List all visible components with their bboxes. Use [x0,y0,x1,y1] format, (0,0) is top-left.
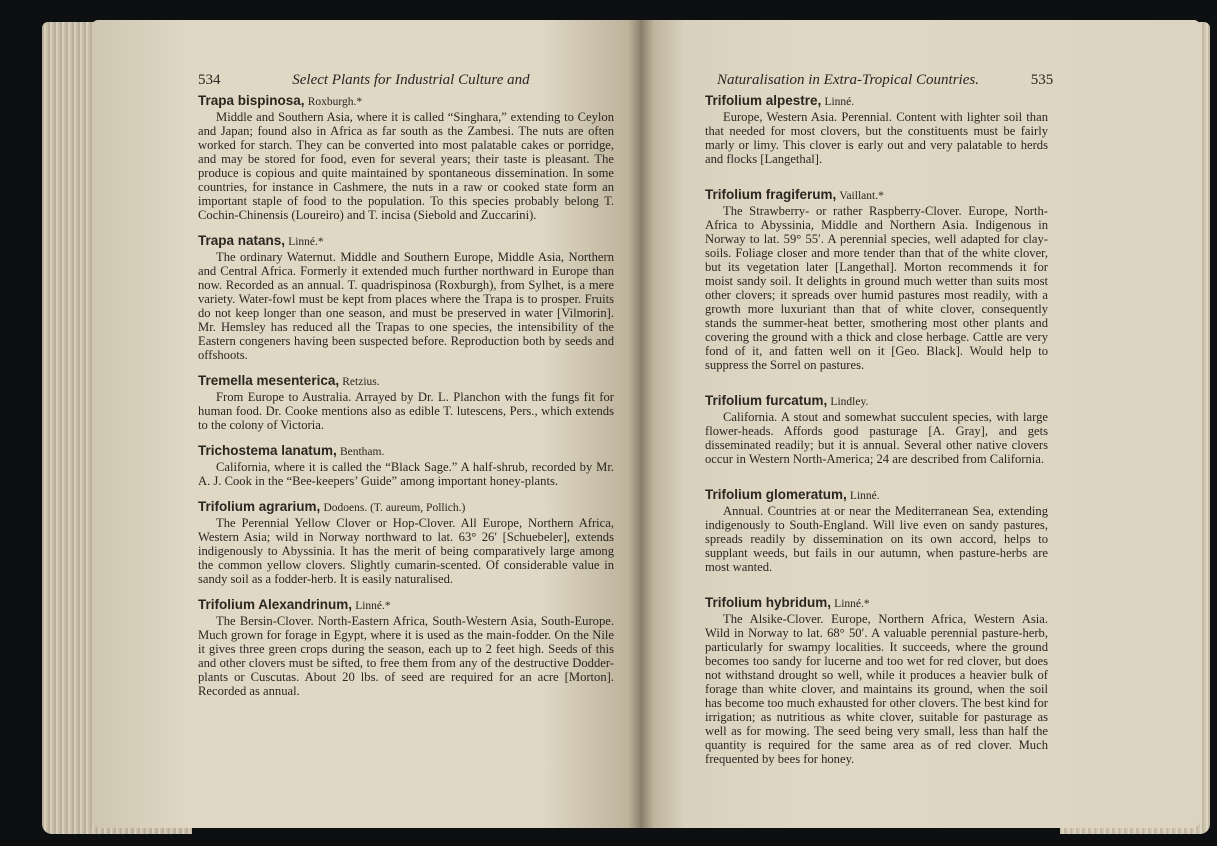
entry-name: Trifolium hybridum, [705,595,832,610]
entry-authority: Linné.* [355,600,391,612]
entry-authority: Linné.* [834,598,870,610]
entry-text: California. A stout and somewhat succulent species, with large flower-heads. Affords good pasturage [A. Gray], and gets disseminated readily; but it is annual. Several other native clovers occur in Western North-America; 24 are described from California. [705,410,1048,466]
entry-authority: Vaillant.* [839,190,884,202]
entry [705,188,1048,372]
entry-name: Trapa bispinosa, [198,93,305,108]
entry-authority: Dodoens. (T. aureum, Pollich.) [323,502,466,514]
entry-name: Trapa natans, [198,233,286,248]
entry [198,94,614,222]
entry [198,374,614,432]
left-page-number: 534 [198,72,221,88]
entry-authority: Bentham. [339,446,385,458]
entry-name: Tremella mesenterica, [198,373,340,388]
entry-text: Europe, Western Asia. Perennial. Content with lighter soil than that needed for most clovers, but the constituents must be fairly marly or limy. This clover is early out and very palatable to herds and flocks [Langethal]. [705,110,1048,166]
entry-text: Middle and Southern Asia, where it is called “Singhara,” extending to Ceylon and Japan; found also in Africa as far south as the Zambesi. The nuts are often worked for starch. They can be converted into most palatable cakes or porridge, and may be stored for food, even for several years; their taste is pleasant. The produce is copious and quite maintained by spontaneous dissemination. In some countries, for instance in Cashmere, the nuts in a raw or cooked state form an important staple of food to the population. To this species probably belong T. Cochin-Chinensis (Loureiro) and T. incisa (Siebold and Zuccarini). [198,110,614,222]
entry-text: The ordinary Waternut. Middle and Southern Europe, Middle Asia, Northern and Central Africa. Formerly it extended much further northward in Europe than now. Recorded as an annual. T. quadrispinosa (Roxburgh), from Sylhet, is a mere variety. Water-fowl must be kept from places where the Trapa is to prosper. Fruits do not keep longer than one season, and must be preserved in water [Vilmorin]. Mr. Hemsley has reduced all the Trapas to one species, the intensibility of the Eastern congeners having been suspected before. Reproduction both by seeds and offshoots. [198,250,614,362]
entry-authority: Lindley. [830,396,869,408]
entry [705,94,1048,166]
entry [198,598,614,698]
entry [198,444,614,488]
right-running-title: Naturalisation in Extra-Tropical Countries. [717,72,979,88]
left-text-column [198,94,614,710]
entry-text: The Bersin-Clover. North-Eastern Africa, South-Western Asia, South-Europe. Much grown for forage in Egypt, where it is used as the main-fodder. On the Nile it gives three green crops during the season, each up to 2 feet high. Seeds of this and other clovers must be sifted, to free them from any of the destructive Dodder-plants or Cuscutas. About 20 lbs. of seed are required for an acre [Morton]. Recorded as annual. [198,614,614,698]
right-text-column [705,94,1048,788]
entry [198,234,614,362]
entry-name: Trichostema lanatum, [198,443,337,458]
entry-name: Trifolium fragiferum, [705,187,837,202]
entry-name: Trifolium agrarium, [198,499,321,514]
entry-name: Trifolium glomeratum, [705,487,847,502]
entry-text: The Perennial Yellow Clover or Hop-Clover. All Europe, Northern Africa, Western Asia; wild in Norway northward to lat. 63° 26′ [Schuebeler], extends indigenously to Abyssinia. It has the merit of being comparatively large among the common yellow clovers. Slightly cumarin-scented. Of considerable value in sandy soil as a fodder-herb. It is easily naturalised. [198,516,614,586]
right-running-header [705,72,1115,89]
left-running-header [198,72,530,89]
entry-text: The Alsike-Clover. Europe, Northern Africa, Western Asia. Wild in Norway to lat. 68° 50′. A valuable perennial pasture-herb, particularly for swampy localities. It succeeds, where the ground becomes too sandy for lucerne and too wet for red clover, but does not withstand drought so well, while it produces a heavier bulk of forage than white clover, and maintains its ground, when the soil has become too much exhausted for other clovers. The best kind for irrigation; as nutritious as white clover, suitable for pasturage as well as for mowing. The seed being very small, less than half the quantity is required for the same area as of red clover. Much frequented by bees for honey. [705,612,1048,766]
entry [705,394,1048,466]
entry-authority: Roxburgh.* [307,96,363,108]
entry-authority: Linné. [824,96,855,108]
entry-name: Trifolium alpestre, [705,93,822,108]
right-page-number: 535 [1030,72,1054,88]
entry-name: Trifolium furcatum, [705,393,828,408]
entry [705,488,1048,574]
entry-text: From Europe to Australia. Arrayed by Dr. L. Planchon with the fungs fit for human food. Dr. Cooke mentions also as edible T. lutescens, Pers., which extends to the colony of Victoria. [198,390,614,432]
entry [705,596,1048,766]
entry-text: The Strawberry- or rather Raspberry-Clover. Europe, North-Africa to Abyssinia, Middle and Northern Asia. Indigenous in Norway to lat. 59° 55′. A perennial species, well adapted for clay-soils. Foliage closer and more tender than that of the white clover, but its vegetation later [Langethal]. Morton recommends it for moist sandy soil. It delights in ground much wetter than suits most other clovers; it spreads over humid pastures most readily, with a growth more luxuriant than that of white clover, consequently stands the summer-heat better, smothering most other plants and covering the ground with a thick and close herbage. Cattle are very fond of it, and fatten well on it [Geo. Black]. Would help to suppress the Sorrel on pastures. [705,204,1048,372]
entry-authority: Linné. [849,490,880,502]
entry-authority: Retzius. [342,376,380,388]
entry-text: Annual. Countries at or near the Mediterranean Sea, extending indigenously to South-England. Will live even on sandy pastures, spreads readily by dissemination on its own accord, helps to supplant weeds, but fails in our autumn, when pasture-herbs are most wanted. [705,504,1048,574]
entry-name: Trifolium Alexandrinum, [198,597,353,612]
entry-text: California, where it is called the “Black Sage.” A half-shrub, recorded by Mr. A. J. Cook in the “Bee-keepers’ Guide” among important honey-plants. [198,460,614,488]
entry-authority: Linné.* [288,236,324,248]
book-gutter [628,20,654,828]
left-running-title: Select Plants for Industrial Culture and [292,72,530,88]
entry [198,500,614,586]
